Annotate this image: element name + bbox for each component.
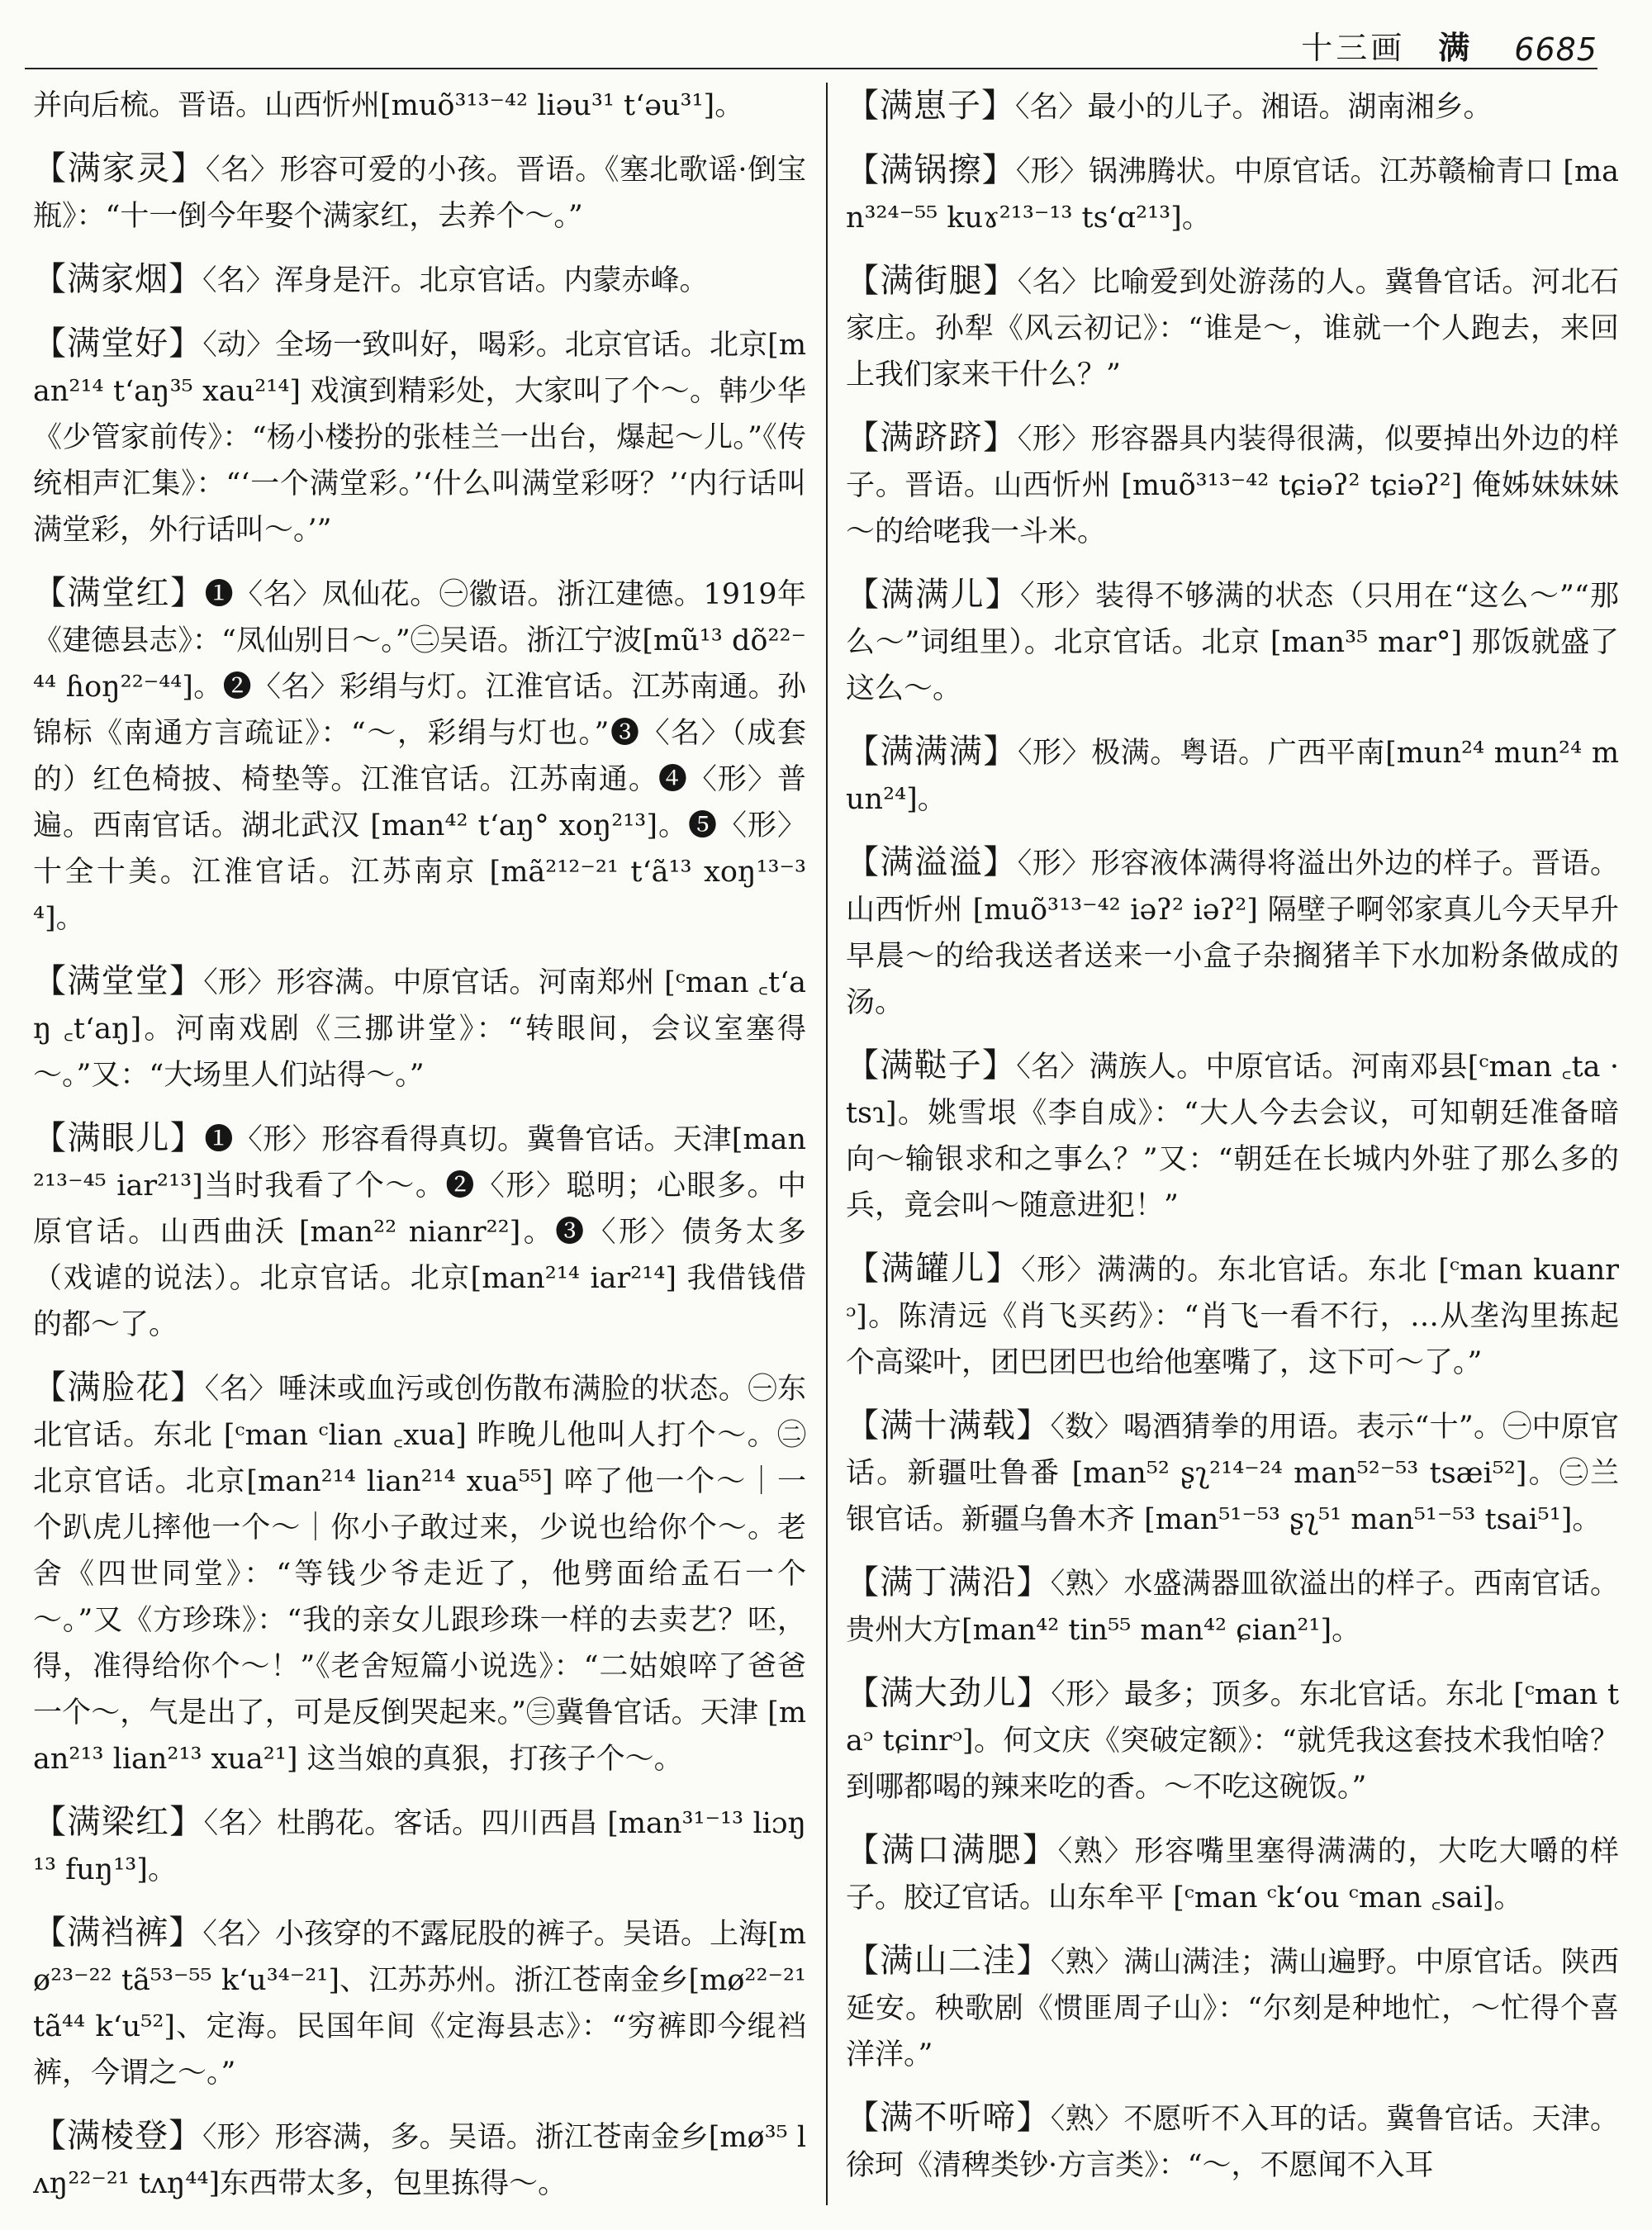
entry-headword: 【满鞑子】 [845,1046,1017,1084]
entry [33,1910,806,2096]
entry-body: 〈形〉形容器具内装得很满，似要掉出外边的样子。晋语。山西忻州 [muõ³¹³⁻⁴² tɕiəʔ² tɕiəʔ²] 俺姊妹妹妹～的给咾我一斗米。 [845,423,1620,548]
entry-headword: 【满跻跻】 [845,419,1018,457]
entry-body: 〈名〉满族人。中原官话。河南邓县[ᶜman ꜀ta ·tsɿ]。姚雪垠《李自成》：“大人今去会议，可知朝廷准备暗向～输银求和之事么？”又：“朝廷在长城内外驻了那么多的兵，竟会叫～随意进犯！” [845,1051,1620,1222]
entry [846,83,1619,130]
entry-body: 〈熟〉形容嘴里塞得满满的，大吃大嚼的样子。胶辽官话。山东牟平 [ᶜman ᶜkʻou ᶜman ꜀sai]。 [845,1835,1620,1914]
entry-body: 〈名〉浑身是汗。北京官话。内蒙赤峰。 [202,264,709,297]
entry-body: 〈形〉极满。粤语。广西平南[mun²⁴ mun²⁴ mun²⁴]。 [845,737,1620,816]
entry [846,1827,1619,1921]
entry-headword: 【满大劲儿】 [845,1674,1051,1712]
entry-headword: 【满家烟】 [33,260,202,298]
section-label: 十三画 [1301,30,1406,66]
page-number: 6685 [1514,31,1597,68]
entry-continuation [33,83,806,129]
entry-body: 〈形〉形容满，多。吴语。浙江苍南金乡[mø³⁵ lʌŋ²²⁻²¹ tʌŋ⁴⁴]东西带太多，包里拣得～。 [33,2121,807,2200]
entry-body: 并向后梳。晋语。山西忻州[muõ³¹³⁻⁴² liəu³¹ tʻəu³¹]。 [33,89,744,122]
entry [846,1042,1619,1229]
entry [846,258,1619,398]
entry-headword: 【满棱登】 [33,2117,203,2155]
entry [846,1938,1619,2078]
entry-headword: 【满家灵】 [33,149,206,187]
entry [846,2095,1619,2189]
entry [846,1670,1619,1810]
entry-headword: 【满口满腮】 [845,1831,1058,1869]
entry [33,570,806,942]
entry-body: 〈数〉喝酒猜拳的用语。表示“十”。㊀中原官话。新疆吐鲁番 [man⁵² ʂʅ²¹⁴⁻²⁴ man⁵²⁻⁵³ tsæi⁵²]。㊁兰银官话。新疆乌鲁木齐 [man⁵¹⁻⁵³ ʂʅ⁵¹ man⁵¹⁻⁵³ tsai⁵¹]。 [845,1411,1620,1536]
entry-body: 〈名〉形容可爱的小孩。晋语。《塞北歌谣·倒宝瓶》：“十一倒今年娶个满家红，去养个～。” [33,154,807,233]
entry-body: 〈名〉小孩穿的不露屁股的裤子。吴语。上海[mø²³⁻²² tã⁵³⁻⁵⁵ kʻu³⁴⁻²¹]、江苏苏州。浙江苍南金乡[mø²²⁻²¹ tã⁴⁴ kʻu⁵²]、定海。民国年间《定海县志》：“穷裤即今绲裆裤，今谓之～。” [33,1918,807,2090]
entry-body: 〈名〉比喻爱到处游荡的人。冀鲁官话。河北石家庄。孙犁《风云初记》：“谁是～，谁就一个人跑去，来回上我们家来干什么？” [845,266,1620,391]
character-label: 满 [1438,29,1474,66]
entry-body: ❶〈形〉形容看得真切。冀鲁官话。天津[man²¹³⁻⁴⁵ iar²¹³]当时我看了个～。❷〈形〉聪明；心眼多。中原官话。山西曲沃 [man²² nianr²²]。❸〈形〉债务太多（戏谑的说法）。北京官话。北京[man²¹⁴ iar²¹⁴] 我借钱借的都～了。 [33,1123,807,1341]
entry-body: 〈熟〉满山满洼；满山遍野。中原官话。陕西延安。秧歌剧《惯匪周子山》：“尔刻是种地忙，～忙得个喜洋洋。” [845,1946,1620,2071]
entry [846,1402,1619,1543]
entry [846,839,1619,1026]
page-header [25,18,1597,69]
entry-body: 〈名〉唾沫或血污或创伤散布满脸的状态。㊀东北官话。东北 [ᶜman ᶜlian ꜀xua] 昨晚儿他叫人打个～。㊁北京官话。北京[man²¹⁴ lian²¹⁴ xua⁵⁵] 啐了他一个～｜一个趴虎儿摔他一个～｜你小子敢过来，少说也给你个～。老舍《四世同堂》：“等钱少爷走近了，他劈面给孟石一个～。”又《方珍珠》：“我的亲女儿跟珍珠一样的去卖艺？呸，得，准得给你个～！”《老舍短篇小说选》：“二姑娘啐了爸爸一个～，气是出了，可是反倒哭起来。”㊂冀鲁官话。天津 [man²¹³ lian²¹³ xua²¹] 这当娘的真狠，打孩子个～。 [33,1373,807,1776]
entry-headword: 【满街腿】 [845,262,1018,300]
entry-headword: 【满丁满沿】 [845,1563,1051,1601]
entry-headword: 【满堂红】 [33,574,205,612]
entry-body: 〈熟〉不愿听不入耳的话。冀鲁官话。天津。徐珂《清稗类钞·方言类》：“～，不愿闻不入耳 [845,2103,1620,2182]
entry-headword: 【满裆裤】 [33,1914,203,1952]
entry-body: 〈形〉形容满。中原官话。河南郑州 [ᶜman ꜀tʻaŋ ꜀tʻaŋ]。河南戏剧《三挪讲堂》：“转眼间，会议室塞得～。”又：“大场里人们站得～。” [33,966,807,1092]
entry-headword: 【满十满载】 [845,1407,1051,1445]
entry [33,1799,806,1893]
entry-headword: 【满满满】 [845,733,1018,771]
entry [846,1245,1619,1386]
entry [33,958,806,1098]
entry-body: 〈形〉锅沸腾状。中原官话。江苏赣榆青口 [man³²⁴⁻⁵⁵ kuɤ²¹³⁻¹³ tsʻɑ²¹³]。 [845,155,1620,235]
entry [846,572,1619,712]
entry-headword: 【满眼儿】 [33,1119,205,1157]
entry-headword: 【满脸花】 [33,1369,205,1407]
entry-body: 〈形〉装得不够满的状态（只用在“这么～”“那么～”词组里）。北京官话。北京 [man³⁵ mar°] 那饭就盛了这么～。 [845,580,1620,705]
entry-body: 〈形〉形容液体满得将溢出外边的样子。晋语。山西忻州 [muõ³¹³⁻⁴² iəʔ² iəʔ²] 隔壁子啊邻家真儿今天早升早晨～的给我送者送来一小盒子杂搁猪羊下水加粉条做成的汤。 [845,847,1620,1019]
entry-headword: 【满山二洼】 [845,1942,1051,1980]
entry-headword: 【满堂好】 [33,325,203,363]
entry [846,1559,1619,1654]
entry-body: 〈名〉最小的儿子。湘语。湖南湘乡。 [1014,91,1493,124]
entry [33,1115,806,1348]
entry-headword: 【满堂堂】 [33,962,204,1000]
entry [846,147,1619,241]
entry-headword: 【满梁红】 [33,1803,204,1841]
entry [33,2113,806,2205]
entry-headword: 【满溢溢】 [845,843,1018,881]
entry-body: 〈熟〉水盛满器皿欲溢出的样子。西南官话。贵州大方[man⁴² tin⁵⁵ man⁴² ɕian²¹]。 [845,1568,1620,1647]
dictionary-columns [33,83,1619,2205]
entry [33,320,806,553]
entry-body: 〈动〉全场一致叫好，喝彩。北京官话。北京[man²¹⁴ tʻaŋ³⁵ xau²¹⁴] 戏演到精彩处，大家叫了个～。韩少华《少管家前传》：“杨小楼扮的张桂兰一出台，爆起～儿。”《传统相声汇集》：“‘一个满堂彩。’‘什么叫满堂彩呀？’‘内行话叫满堂彩，外行话叫～。’” [33,329,807,547]
entry [33,145,806,240]
entry-headword: 【满罐儿】 [845,1250,1022,1288]
entry-body: ❶〈名〉凤仙花。㊀徽语。浙江建德。1919年《建德县志》：“凤仙别日～。”㊁吴语。浙江宁波[mũ¹³ dõ²²⁻⁴⁴ ɦoŋ²²⁻⁴⁴]。❷〈名〉彩绢与灯。江淮官话。江苏南通。孙锦标《南通方言疏证》：“～，彩绢与灯也。”❸〈名〉（成套的）红色椅披、椅垫等。江淮官话。江苏南通。❹〈形〉普遍。西南官话。湖北武汉 [man⁴² tʻaŋ° xoŋ²¹³]。❺〈形〉十全十美。江淮官话。江苏南京 [mã²¹²⁻²¹ tʻã¹³ xoŋ¹³⁻³⁴]。 [33,578,807,935]
entry-body: 〈名〉杜鹃花。客话。四川西昌 [man³¹⁻¹³ liɔŋ¹³ fuŋ¹³]。 [33,1807,807,1886]
entry-body: 〈形〉最多；顶多。东北官话。东北 [ᶜman taᵓ tɕinrᵓ]。何文庆《突破定额》：“就凭我这套技术我怕啥？到哪都喝的辣来吃的香。～不吃这碗饭。” [845,1678,1620,1804]
right-column [828,83,1619,2205]
entry-headword: 【满崽子】 [845,87,1015,125]
entry-headword: 【满不听啼】 [845,2099,1051,2137]
entry-headword: 【满满儿】 [845,576,1020,614]
entry-body: 〈形〉满满的。东北官话。东北 [ᶜman kuanrᵓ]。陈清远《肖飞买药》：“肖飞一看不行，…从垄沟里拣起个高粱叶，团巴团巴也给他塞嘴了，这下可～了。” [845,1254,1620,1379]
entry [33,1364,806,1782]
entry-headword: 【满锅擦】 [845,151,1016,189]
left-column [33,83,826,2205]
entry [33,256,806,304]
entry [846,415,1619,555]
entry [846,728,1619,823]
